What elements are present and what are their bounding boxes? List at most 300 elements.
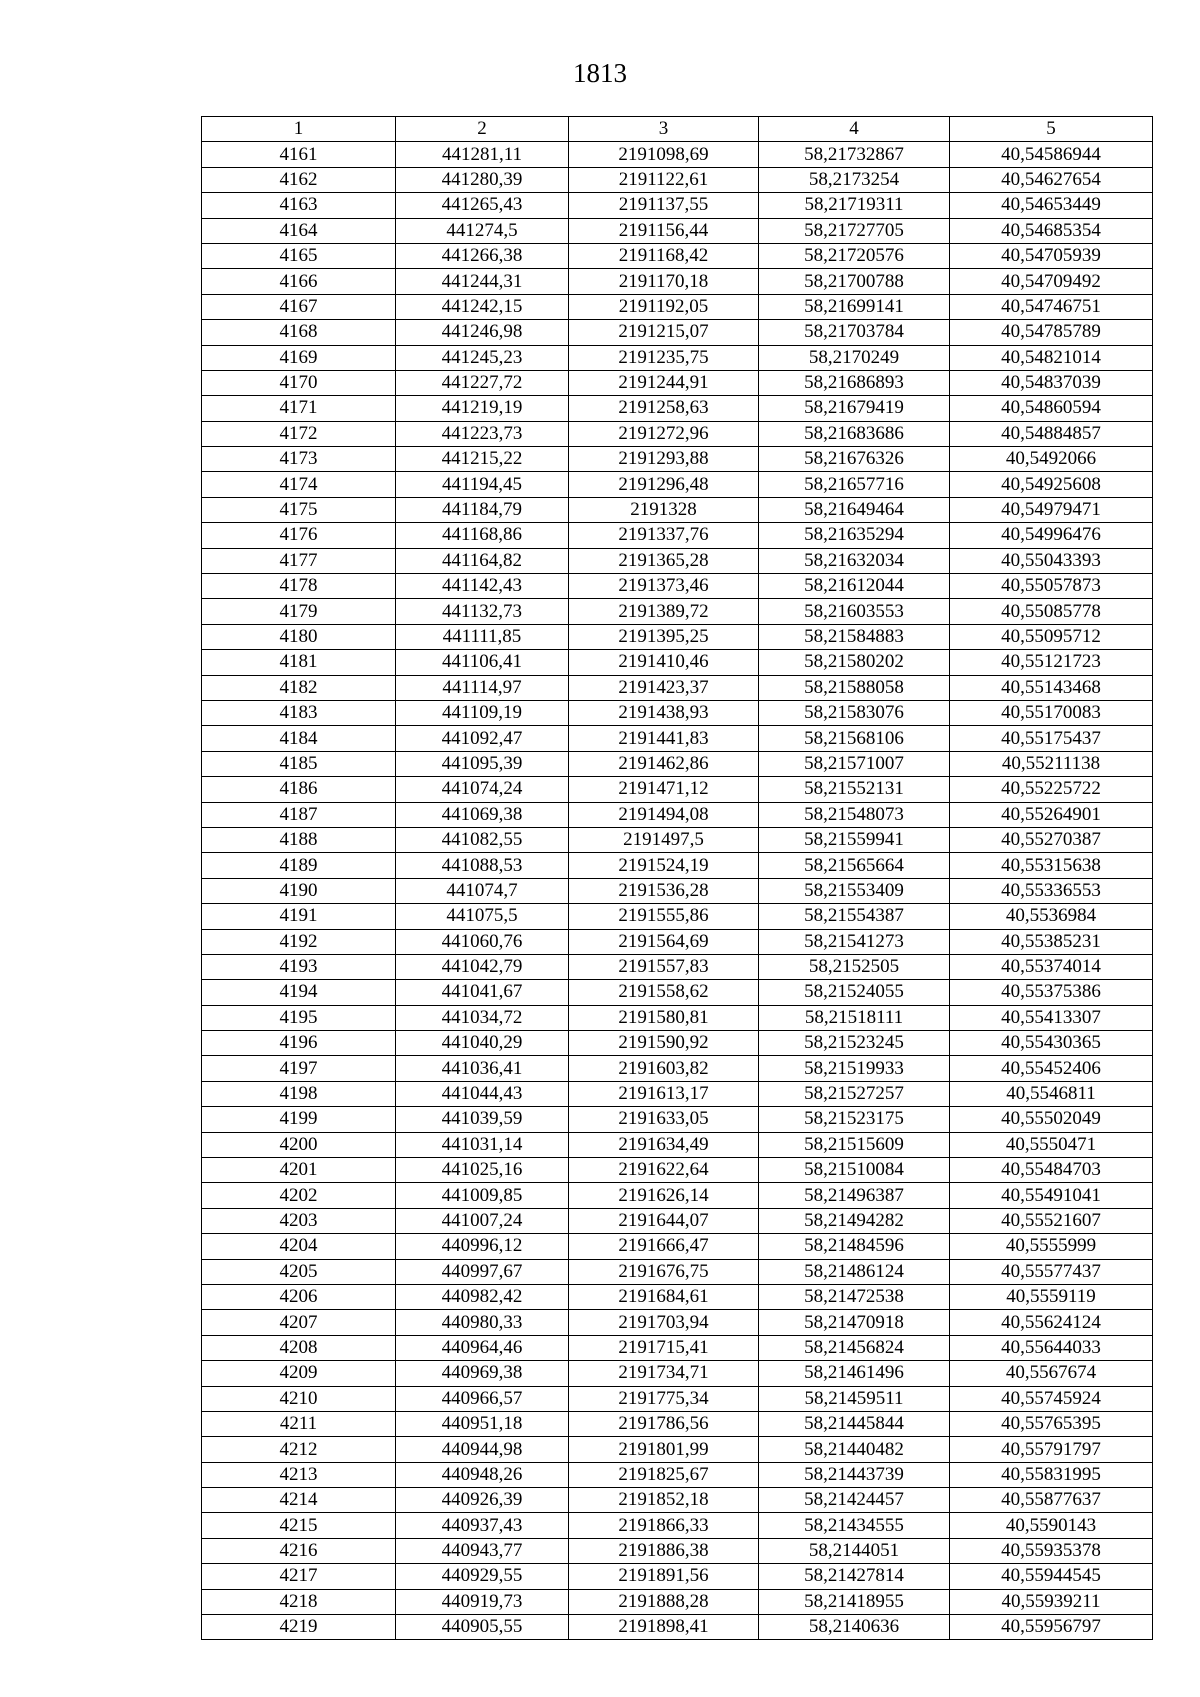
- table-cell: 4219: [202, 1615, 396, 1640]
- table-cell: 441142,43: [396, 574, 569, 599]
- table-cell: 4214: [202, 1488, 396, 1513]
- table-cell: 2191558,62: [569, 980, 759, 1005]
- table-cell: 58,21518111: [759, 1005, 950, 1030]
- table-cell: 441075,5: [396, 904, 569, 929]
- table-cell: 40,54586944: [950, 142, 1153, 167]
- table-cell: 2191471,12: [569, 777, 759, 802]
- table-cell: 440943,77: [396, 1538, 569, 1563]
- table-cell: 2191337,76: [569, 523, 759, 548]
- table-cell: 58,21583076: [759, 700, 950, 725]
- table-row: [202, 878, 1153, 903]
- table-cell: 4201: [202, 1158, 396, 1183]
- table-cell: 58,21472538: [759, 1284, 950, 1309]
- table-cell: 4202: [202, 1183, 396, 1208]
- table-cell: 58,21571007: [759, 751, 950, 776]
- table-cell: 2191423,37: [569, 675, 759, 700]
- table-cell: 2191555,86: [569, 904, 759, 929]
- table-cell: 58,21510084: [759, 1158, 950, 1183]
- table-row: [202, 218, 1153, 243]
- table-cell: 4181: [202, 650, 396, 675]
- table-cell: 441082,55: [396, 827, 569, 852]
- table-cell: 58,21559941: [759, 827, 950, 852]
- table-cell: 4178: [202, 574, 396, 599]
- table-cell: 440926,39: [396, 1488, 569, 1513]
- table-row: [202, 1310, 1153, 1335]
- table-cell: 2191715,41: [569, 1335, 759, 1360]
- table-cell: 58,21445844: [759, 1411, 950, 1436]
- table-row: [202, 777, 1153, 802]
- table-cell: 58,21676326: [759, 447, 950, 472]
- table-row: [202, 726, 1153, 751]
- table-row: [202, 243, 1153, 268]
- table-cell: 58,21657716: [759, 472, 950, 497]
- table-cell: 40,54785789: [950, 320, 1153, 345]
- table-cell: 2191365,28: [569, 548, 759, 573]
- table-cell: 40,55944545: [950, 1564, 1153, 1589]
- table-cell: 58,21443739: [759, 1462, 950, 1487]
- table-cell: 440937,43: [396, 1513, 569, 1538]
- table-row: [202, 447, 1153, 472]
- table-cell: 40,55170083: [950, 700, 1153, 725]
- table-cell: 2191580,81: [569, 1005, 759, 1030]
- table-cell: 2191898,41: [569, 1615, 759, 1640]
- table-cell: 4177: [202, 548, 396, 573]
- table-cell: 441164,82: [396, 548, 569, 573]
- table-cell: 58,21699141: [759, 294, 950, 319]
- table-cell: 441025,16: [396, 1158, 569, 1183]
- table-cell: 58,21635294: [759, 523, 950, 548]
- table-cell: 40,55935378: [950, 1538, 1153, 1563]
- table-row: [202, 1208, 1153, 1233]
- table-cell: 58,21486124: [759, 1259, 950, 1284]
- table-row: [202, 1132, 1153, 1157]
- table-cell: 441246,98: [396, 320, 569, 345]
- table-cell: 40,5536984: [950, 904, 1153, 929]
- table-cell: 40,54685354: [950, 218, 1153, 243]
- table-cell: 441227,72: [396, 370, 569, 395]
- table-cell: 4176: [202, 523, 396, 548]
- table-cell: 441242,15: [396, 294, 569, 319]
- table-cell: 58,21720576: [759, 243, 950, 268]
- table-row: [202, 1284, 1153, 1309]
- table-cell: 440969,38: [396, 1361, 569, 1386]
- table-cell: 58,21523175: [759, 1107, 950, 1132]
- table-cell: 441095,39: [396, 751, 569, 776]
- table-cell: 441244,31: [396, 269, 569, 294]
- table-cell: 2191215,07: [569, 320, 759, 345]
- table-cell: 440919,73: [396, 1589, 569, 1614]
- table-cell: 4197: [202, 1056, 396, 1081]
- table-cell: 40,5492066: [950, 447, 1153, 472]
- table-cell: 2191852,18: [569, 1488, 759, 1513]
- table-row: [202, 1005, 1153, 1030]
- table-cell: 40,54860594: [950, 396, 1153, 421]
- table-cell: 58,21553409: [759, 878, 950, 903]
- column-header: 5: [950, 117, 1153, 142]
- table-row: [202, 370, 1153, 395]
- table-cell: 4167: [202, 294, 396, 319]
- table-cell: 40,54821014: [950, 345, 1153, 370]
- table-cell: 440966,57: [396, 1386, 569, 1411]
- table-cell: 2191536,28: [569, 878, 759, 903]
- table-cell: 4187: [202, 802, 396, 827]
- table-cell: 40,55491041: [950, 1183, 1153, 1208]
- table-cell: 441280,39: [396, 167, 569, 192]
- table-row: [202, 167, 1153, 192]
- table-cell: 2191296,48: [569, 472, 759, 497]
- table-row: [202, 802, 1153, 827]
- table-body: [202, 142, 1153, 1640]
- table-cell: 40,54653449: [950, 193, 1153, 218]
- table-cell: 58,21461496: [759, 1361, 950, 1386]
- table-row: [202, 1158, 1153, 1183]
- table-cell: 441042,79: [396, 954, 569, 979]
- table-cell: 58,21683686: [759, 421, 950, 446]
- table-row: [202, 1031, 1153, 1056]
- table-cell: 40,55336553: [950, 878, 1153, 903]
- table-cell: 40,55644033: [950, 1335, 1153, 1360]
- column-header: 3: [569, 117, 759, 142]
- table-cell: 440944,98: [396, 1437, 569, 1462]
- table-cell: 441060,76: [396, 929, 569, 954]
- table-cell: 40,5546811: [950, 1081, 1153, 1106]
- table-cell: 2191410,46: [569, 650, 759, 675]
- table-cell: 4199: [202, 1107, 396, 1132]
- table-cell: 4203: [202, 1208, 396, 1233]
- table-cell: 441034,72: [396, 1005, 569, 1030]
- table-cell: 40,54837039: [950, 370, 1153, 395]
- table-row: [202, 599, 1153, 624]
- table-cell: 40,55831995: [950, 1462, 1153, 1487]
- table-cell: 4200: [202, 1132, 396, 1157]
- table-cell: 40,55452406: [950, 1056, 1153, 1081]
- table-cell: 58,21548073: [759, 802, 950, 827]
- table-cell: 40,55211138: [950, 751, 1153, 776]
- table-cell: 441132,73: [396, 599, 569, 624]
- table-cell: 4183: [202, 700, 396, 725]
- table-cell: 441092,47: [396, 726, 569, 751]
- table-cell: 58,2140636: [759, 1615, 950, 1640]
- table-cell: 4215: [202, 1513, 396, 1538]
- table-row: [202, 1488, 1153, 1513]
- table-cell: 2191170,18: [569, 269, 759, 294]
- table-row: [202, 421, 1153, 446]
- column-header: 4: [759, 117, 950, 142]
- table-cell: 40,55413307: [950, 1005, 1153, 1030]
- table-row: [202, 827, 1153, 852]
- table-cell: 440980,33: [396, 1310, 569, 1335]
- table-row: [202, 980, 1153, 1005]
- table-cell: 441074,24: [396, 777, 569, 802]
- table-cell: 40,55502049: [950, 1107, 1153, 1132]
- table-cell: 2191168,42: [569, 243, 759, 268]
- table-row: [202, 472, 1153, 497]
- table-cell: 40,5590143: [950, 1513, 1153, 1538]
- table-row: [202, 574, 1153, 599]
- table-cell: 58,21603553: [759, 599, 950, 624]
- table-cell: 4206: [202, 1284, 396, 1309]
- table-row: [202, 1564, 1153, 1589]
- table-cell: 4172: [202, 421, 396, 446]
- table-cell: 2191244,91: [569, 370, 759, 395]
- table-cell: 2191293,88: [569, 447, 759, 472]
- table-row: [202, 193, 1153, 218]
- table-cell: 4192: [202, 929, 396, 954]
- table-cell: 441168,86: [396, 523, 569, 548]
- table-cell: 441223,73: [396, 421, 569, 446]
- table-cell: 4185: [202, 751, 396, 776]
- table-cell: 4171: [202, 396, 396, 421]
- table-cell: 58,21700788: [759, 269, 950, 294]
- table-cell: 441281,11: [396, 142, 569, 167]
- table-row: [202, 1335, 1153, 1360]
- table-cell: 58,21527257: [759, 1081, 950, 1106]
- table-row: [202, 1361, 1153, 1386]
- table-cell: 4169: [202, 345, 396, 370]
- table-cell: 4210: [202, 1386, 396, 1411]
- table-row: [202, 675, 1153, 700]
- table-cell: 2191666,47: [569, 1234, 759, 1259]
- table-cell: 2191613,17: [569, 1081, 759, 1106]
- table-cell: 58,21418955: [759, 1589, 950, 1614]
- table-cell: 2191888,28: [569, 1589, 759, 1614]
- table-cell: 441009,85: [396, 1183, 569, 1208]
- table-row: [202, 1615, 1153, 1640]
- table-cell: 40,55225722: [950, 777, 1153, 802]
- table-cell: 40,55521607: [950, 1208, 1153, 1233]
- table-cell: 58,21524055: [759, 980, 950, 1005]
- table-cell: 58,2170249: [759, 345, 950, 370]
- table-cell: 441040,29: [396, 1031, 569, 1056]
- table-cell: 2191373,46: [569, 574, 759, 599]
- table-row: [202, 320, 1153, 345]
- table-cell: 40,5550471: [950, 1132, 1153, 1157]
- table-cell: 4213: [202, 1462, 396, 1487]
- table-cell: 2191272,96: [569, 421, 759, 446]
- table-cell: 58,21679419: [759, 396, 950, 421]
- table-cell: 441111,85: [396, 624, 569, 649]
- table-cell: 40,55624124: [950, 1310, 1153, 1335]
- table-cell: 441219,19: [396, 396, 569, 421]
- table-cell: 4163: [202, 193, 396, 218]
- table-row: [202, 929, 1153, 954]
- table-cell: 441069,38: [396, 802, 569, 827]
- table-cell: 40,5567674: [950, 1361, 1153, 1386]
- table-cell: 58,21424457: [759, 1488, 950, 1513]
- header-row: [202, 117, 1153, 142]
- table-cell: 2191866,33: [569, 1513, 759, 1538]
- table-cell: 2191622,64: [569, 1158, 759, 1183]
- table-cell: 441044,43: [396, 1081, 569, 1106]
- table-cell: 4196: [202, 1031, 396, 1056]
- table-cell: 2191564,69: [569, 929, 759, 954]
- table-row: [202, 1183, 1153, 1208]
- table-row: [202, 904, 1153, 929]
- table-cell: 40,55121723: [950, 650, 1153, 675]
- table-cell: 2191825,67: [569, 1462, 759, 1487]
- table-cell: 4182: [202, 675, 396, 700]
- table-cell: 40,55765395: [950, 1411, 1153, 1436]
- table-cell: 2191395,25: [569, 624, 759, 649]
- table-cell: 2191192,05: [569, 294, 759, 319]
- table-cell: 2191633,05: [569, 1107, 759, 1132]
- table-cell: 40,55085778: [950, 599, 1153, 624]
- table-cell: 58,21727705: [759, 218, 950, 243]
- table-cell: 4195: [202, 1005, 396, 1030]
- table-cell: 2191801,99: [569, 1437, 759, 1462]
- table-cell: 4161: [202, 142, 396, 167]
- table-cell: 40,55264901: [950, 802, 1153, 827]
- table-cell: 58,21523245: [759, 1031, 950, 1056]
- table-row: [202, 1538, 1153, 1563]
- table-cell: 4211: [202, 1411, 396, 1436]
- table-cell: 4216: [202, 1538, 396, 1563]
- table-row: [202, 548, 1153, 573]
- table-cell: 58,21427814: [759, 1564, 950, 1589]
- table-cell: 58,21456824: [759, 1335, 950, 1360]
- table-cell: 4175: [202, 497, 396, 522]
- table-cell: 58,21686893: [759, 370, 950, 395]
- table-row: [202, 1234, 1153, 1259]
- table-cell: 441266,38: [396, 243, 569, 268]
- table-cell: 58,21565664: [759, 853, 950, 878]
- table-cell: 2191328: [569, 497, 759, 522]
- table-row: [202, 345, 1153, 370]
- table-cell: 441245,23: [396, 345, 569, 370]
- table-cell: 2191703,94: [569, 1310, 759, 1335]
- table-cell: 4189: [202, 853, 396, 878]
- table-cell: 40,55430365: [950, 1031, 1153, 1056]
- table-cell: 2191886,38: [569, 1538, 759, 1563]
- column-header: 1: [202, 117, 396, 142]
- table-cell: 4198: [202, 1081, 396, 1106]
- table-cell: 441088,53: [396, 853, 569, 878]
- table-cell: 40,54925608: [950, 472, 1153, 497]
- table-cell: 440951,18: [396, 1411, 569, 1436]
- table-cell: 40,54884857: [950, 421, 1153, 446]
- table-cell: 40,54705939: [950, 243, 1153, 268]
- table-cell: 441007,24: [396, 1208, 569, 1233]
- table-cell: 58,21584883: [759, 624, 950, 649]
- table-cell: 40,55939211: [950, 1589, 1153, 1614]
- table-cell: 2191524,19: [569, 853, 759, 878]
- table-cell: 4205: [202, 1259, 396, 1284]
- table-row: [202, 1437, 1153, 1462]
- table-cell: 2191497,5: [569, 827, 759, 852]
- table-cell: 58,2152505: [759, 954, 950, 979]
- table-header: [202, 117, 1153, 142]
- table-cell: 441184,79: [396, 497, 569, 522]
- table-cell: 4174: [202, 472, 396, 497]
- table-cell: 40,55374014: [950, 954, 1153, 979]
- table-row: [202, 1386, 1153, 1411]
- table-cell: 40,55956797: [950, 1615, 1153, 1640]
- table-cell: 441114,97: [396, 675, 569, 700]
- table-cell: 4179: [202, 599, 396, 624]
- table-row: [202, 1513, 1153, 1538]
- table-row: [202, 700, 1153, 725]
- table-row: [202, 1081, 1153, 1106]
- table-cell: 4162: [202, 167, 396, 192]
- table-cell: 40,54627654: [950, 167, 1153, 192]
- table-cell: 40,55315638: [950, 853, 1153, 878]
- table-cell: 2191438,93: [569, 700, 759, 725]
- table-cell: 4186: [202, 777, 396, 802]
- table-cell: 58,21649464: [759, 497, 950, 522]
- table-cell: 40,54996476: [950, 523, 1153, 548]
- table-cell: 58,21515609: [759, 1132, 950, 1157]
- table-cell: 58,21554387: [759, 904, 950, 929]
- table-cell: 441265,43: [396, 193, 569, 218]
- table-cell: 4191: [202, 904, 396, 929]
- table-cell: 4184: [202, 726, 396, 751]
- table-cell: 2191634,49: [569, 1132, 759, 1157]
- table-cell: 40,55095712: [950, 624, 1153, 649]
- table-cell: 441041,67: [396, 980, 569, 1005]
- table-cell: 440996,12: [396, 1234, 569, 1259]
- table-cell: 58,21440482: [759, 1437, 950, 1462]
- table-cell: 2191684,61: [569, 1284, 759, 1309]
- table-row: [202, 1589, 1153, 1614]
- table-cell: 2191590,92: [569, 1031, 759, 1056]
- table-cell: 4209: [202, 1361, 396, 1386]
- table-cell: 40,5559119: [950, 1284, 1153, 1309]
- table-cell: 4190: [202, 878, 396, 903]
- table-cell: 2191676,75: [569, 1259, 759, 1284]
- table-cell: 58,21568106: [759, 726, 950, 751]
- table-cell: 4193: [202, 954, 396, 979]
- table-cell: 58,21552131: [759, 777, 950, 802]
- table-cell: 440948,26: [396, 1462, 569, 1487]
- table-row: [202, 396, 1153, 421]
- table-cell: 58,21496387: [759, 1183, 950, 1208]
- table-cell: 40,54709492: [950, 269, 1153, 294]
- table-row: [202, 1259, 1153, 1284]
- table-cell: 440964,46: [396, 1335, 569, 1360]
- table-cell: 441274,5: [396, 218, 569, 243]
- coordinates-table: [201, 116, 1153, 1640]
- table-cell: 2191122,61: [569, 167, 759, 192]
- table-cell: 4207: [202, 1310, 396, 1335]
- table-cell: 2191644,07: [569, 1208, 759, 1233]
- table-cell: 2191389,72: [569, 599, 759, 624]
- table-cell: 4194: [202, 980, 396, 1005]
- table-cell: 2191235,75: [569, 345, 759, 370]
- table-cell: 4168: [202, 320, 396, 345]
- table-cell: 58,21719311: [759, 193, 950, 218]
- table-cell: 40,55745924: [950, 1386, 1153, 1411]
- page-number: 1813: [573, 58, 627, 88]
- table-cell: 58,21632034: [759, 548, 950, 573]
- table-row: [202, 954, 1153, 979]
- table-cell: 2191603,82: [569, 1056, 759, 1081]
- table-cell: 441074,7: [396, 878, 569, 903]
- table-cell: 58,21732867: [759, 142, 950, 167]
- table-cell: 58,21470918: [759, 1310, 950, 1335]
- table-cell: 58,21580202: [759, 650, 950, 675]
- table-cell: 2191098,69: [569, 142, 759, 167]
- table-row: [202, 751, 1153, 776]
- table-cell: 40,5555999: [950, 1234, 1153, 1259]
- table-cell: 58,21434555: [759, 1513, 950, 1538]
- table-cell: 58,21703784: [759, 320, 950, 345]
- table-cell: 58,21541273: [759, 929, 950, 954]
- table-cell: 4218: [202, 1589, 396, 1614]
- table-cell: 440982,42: [396, 1284, 569, 1309]
- table-cell: 40,55877637: [950, 1488, 1153, 1513]
- table-row: [202, 853, 1153, 878]
- table-row: [202, 523, 1153, 548]
